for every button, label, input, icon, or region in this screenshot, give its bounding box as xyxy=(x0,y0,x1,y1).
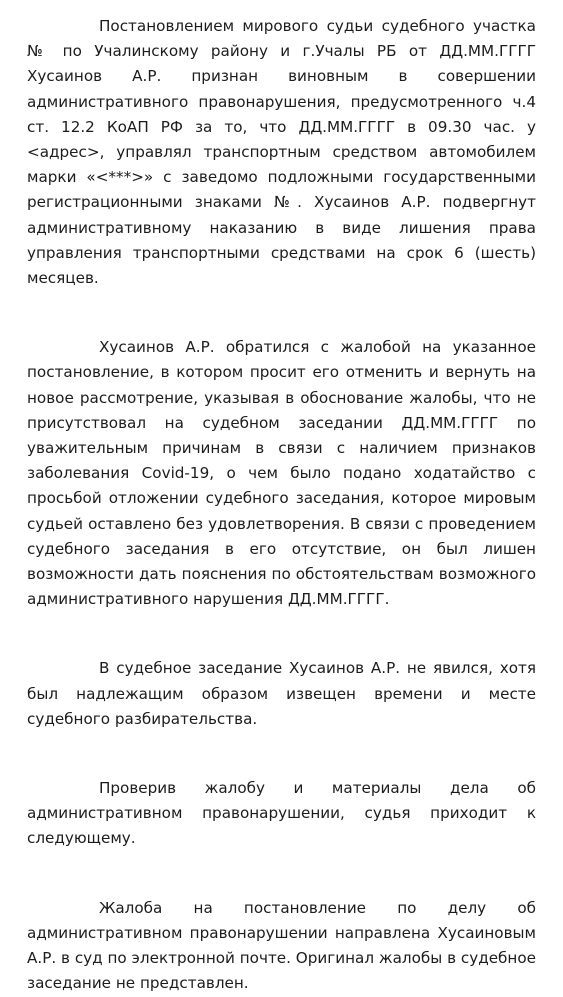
paragraph-gap xyxy=(27,732,536,776)
paragraph-gap xyxy=(27,852,536,896)
paragraph-review: Проверив жалобу и материалы дела об административном правонарушении, судья приходит к следующему. xyxy=(27,779,536,848)
paragraph-resolution: Постановлением мирового судьи судебного участка № по Учалинскому району и г.Учалы РБ от ДД.ММ.ГГГГ Хусаинов А.Р. признан виновным в совершении административного правонарушения, предусмотренного ч.4 ст. 12.2 КоАП РФ за то, что ДД.ММ.ГГГГ в 09.30 час. у <адрес>, управлял транспортным средством автомобилем марки «<***>» с заведомо подложными государственными регистрационными знаками №. Хусаинов А.Р. подвергнут административному наказанию в виде лишения права управления транспортными средствами на срок 6 (шесть) месяцев. xyxy=(27,17,536,288)
paragraph-complaint: Хусаинов А.Р. обратился с жалобой на указанное постановление, в котором просит его отменить и вернуть на новое рассмотрение, указывая в обоснование жалобы, что не присутствовал на судебном заседании ДД.ММ.ГГГГ по уважительным причинам в связи с наличием признаков заболевания Covid-19, о чем было подано ходатайство с просьбой отложении судебного заседания, которое мировым судьей оставлено без удовлетворения. В связи с проведением судебного заседания в его отсутствие, он был лишен возможности дать пояснения по обстоятельствам возможного административного нарушения ДД.ММ.ГГГГ. xyxy=(27,338,536,609)
paragraph-email-submission: Жалоба на постановление по делу об административном правонарушении направлена Хусаиновым А.Р. в суд по электронной почте. Оригинал жалобы в судебное заседание не представлен. xyxy=(27,898,536,993)
paragraph-gap xyxy=(27,612,536,656)
paragraph-absence: В судебное заседание Хусаинов А.Р. не явился, хотя был надлежащим образом извещен времени и месте судебного разбирательства. xyxy=(27,659,536,728)
paragraph-gap xyxy=(27,291,536,335)
